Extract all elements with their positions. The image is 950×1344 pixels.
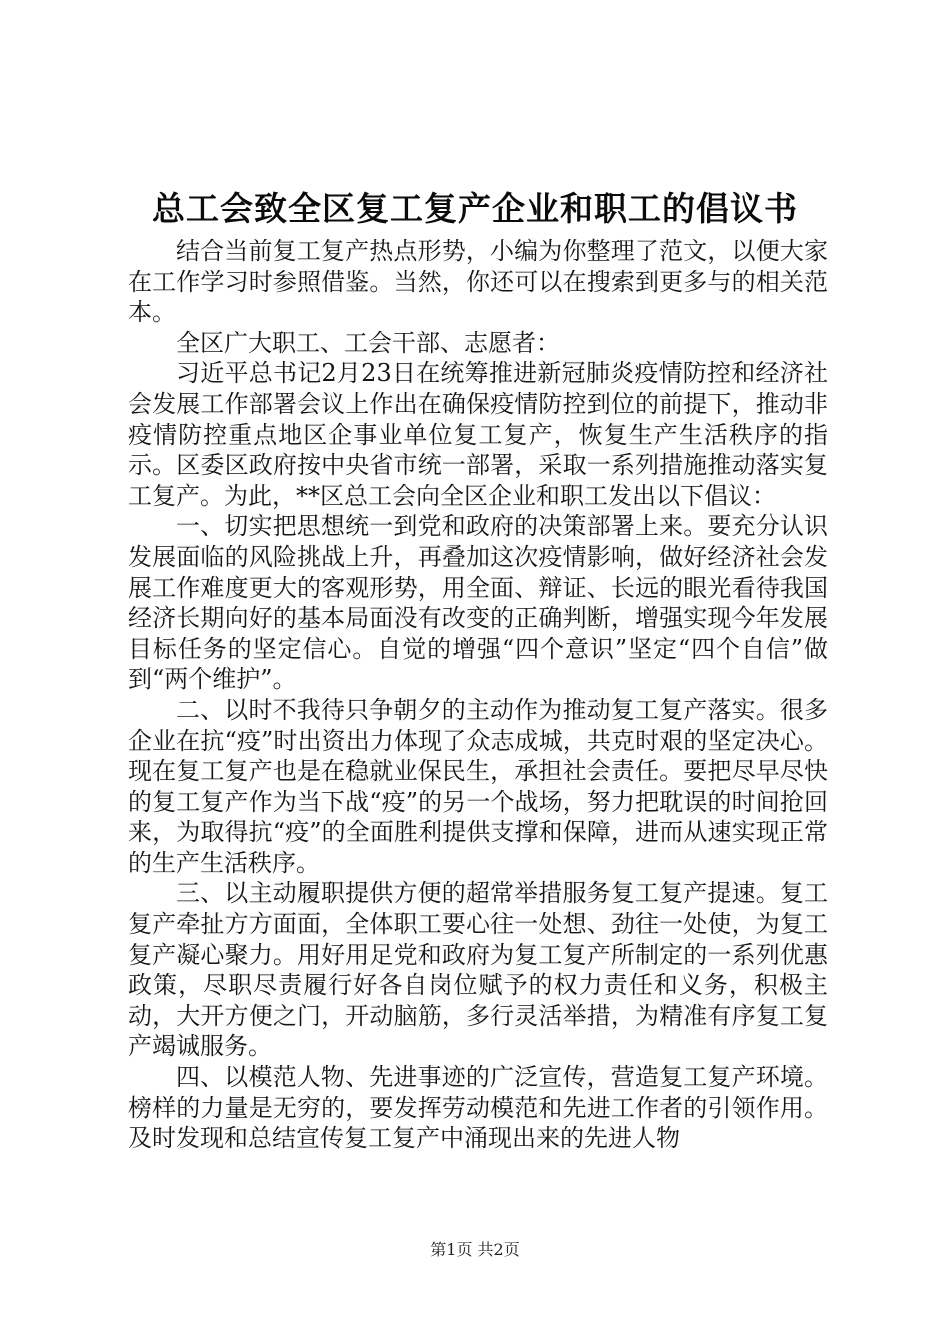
background-paragraph: 习近平总书记2月23日在统筹推进新冠肺炎疫情防控和经济社会发展工作部署会议上作出在确保疫情防控到位的前提下，推动非疫情防控重点地区企事业单位复工复产，恢复生产生活秩序的指示。区委区政府按中央省市统一部署，采取一系列措施推动落实复工复产。为此，**区总工会向全区企业和职工发出以下倡议： <box>128 359 828 510</box>
intro-paragraph: 结合当前复工复产热点形势，小编为你整理了范文，以便大家在工作学习时参照借鉴。当然，你还可以在搜索到更多与的相关范本。 <box>128 237 828 327</box>
proposal-four-paragraph: 四、以模范人物、先进事迹的广泛宣传，营造复工复产环境。榜样的力量是无穷的，要发挥劳动模范和先进工作者的引领作用。及时发现和总结宣传复工复产中涌现出来的先进人物 <box>128 1063 828 1153</box>
document-body <box>128 236 828 1154</box>
document-title: 总工会致全区复工复产企业和职工的倡议书 <box>152 189 798 228</box>
proposal-two-paragraph: 二、以时不我待只争朝夕的主动作为推动复工复产落实。很多企业在抗“疫”时出资出力体现了众志成城，共克时艰的坚定决心。现在复工复产也是在稳就业保民生，承担社会责任。要把尽早尽快的复工复产作为当下战“疫”的另一个战场，努力把耽误的时间抢回来，为取得抗“疫”的全面胜利提供支撑和保障，进而从速实现正常的生产生活秩序。 <box>128 695 828 877</box>
salutation-paragraph: 全区广大职工、工会干部、志愿者： <box>176 328 560 357</box>
page-number-footer: 第1页 共2页 <box>430 1240 520 1259</box>
proposal-one-paragraph: 一、切实把思想统一到党和政府的决策部署上来。要充分认识发展面临的风险挑战上升，再叠加这次疫情影响，做好经济社会发展工作难度更大的客观形势，用全面、辩证、长远的眼光看待我国经济长期向好的基本局面没有改变的正确判断，增强实现今年发展目标任务的坚定信心。自觉的增强“四个意识”坚定“四个自信”做到“两个维护”。 <box>128 512 828 694</box>
proposal-three-paragraph: 三、以主动履职提供方便的超常举措服务复工复产提速。复工复产牵扯方方面面，全体职工要心往一处想、劲往一处使，为复工复产凝心聚力。用好用足党和政府为复工复产所制定的一系列优惠政策，尽职尽责履行好各自岗位赋予的权力责任和义务，积极主动，大开方便之门，开动脑筋，多行灵活举措，为精准有序复工复产竭诚服务。 <box>128 879 828 1061</box>
